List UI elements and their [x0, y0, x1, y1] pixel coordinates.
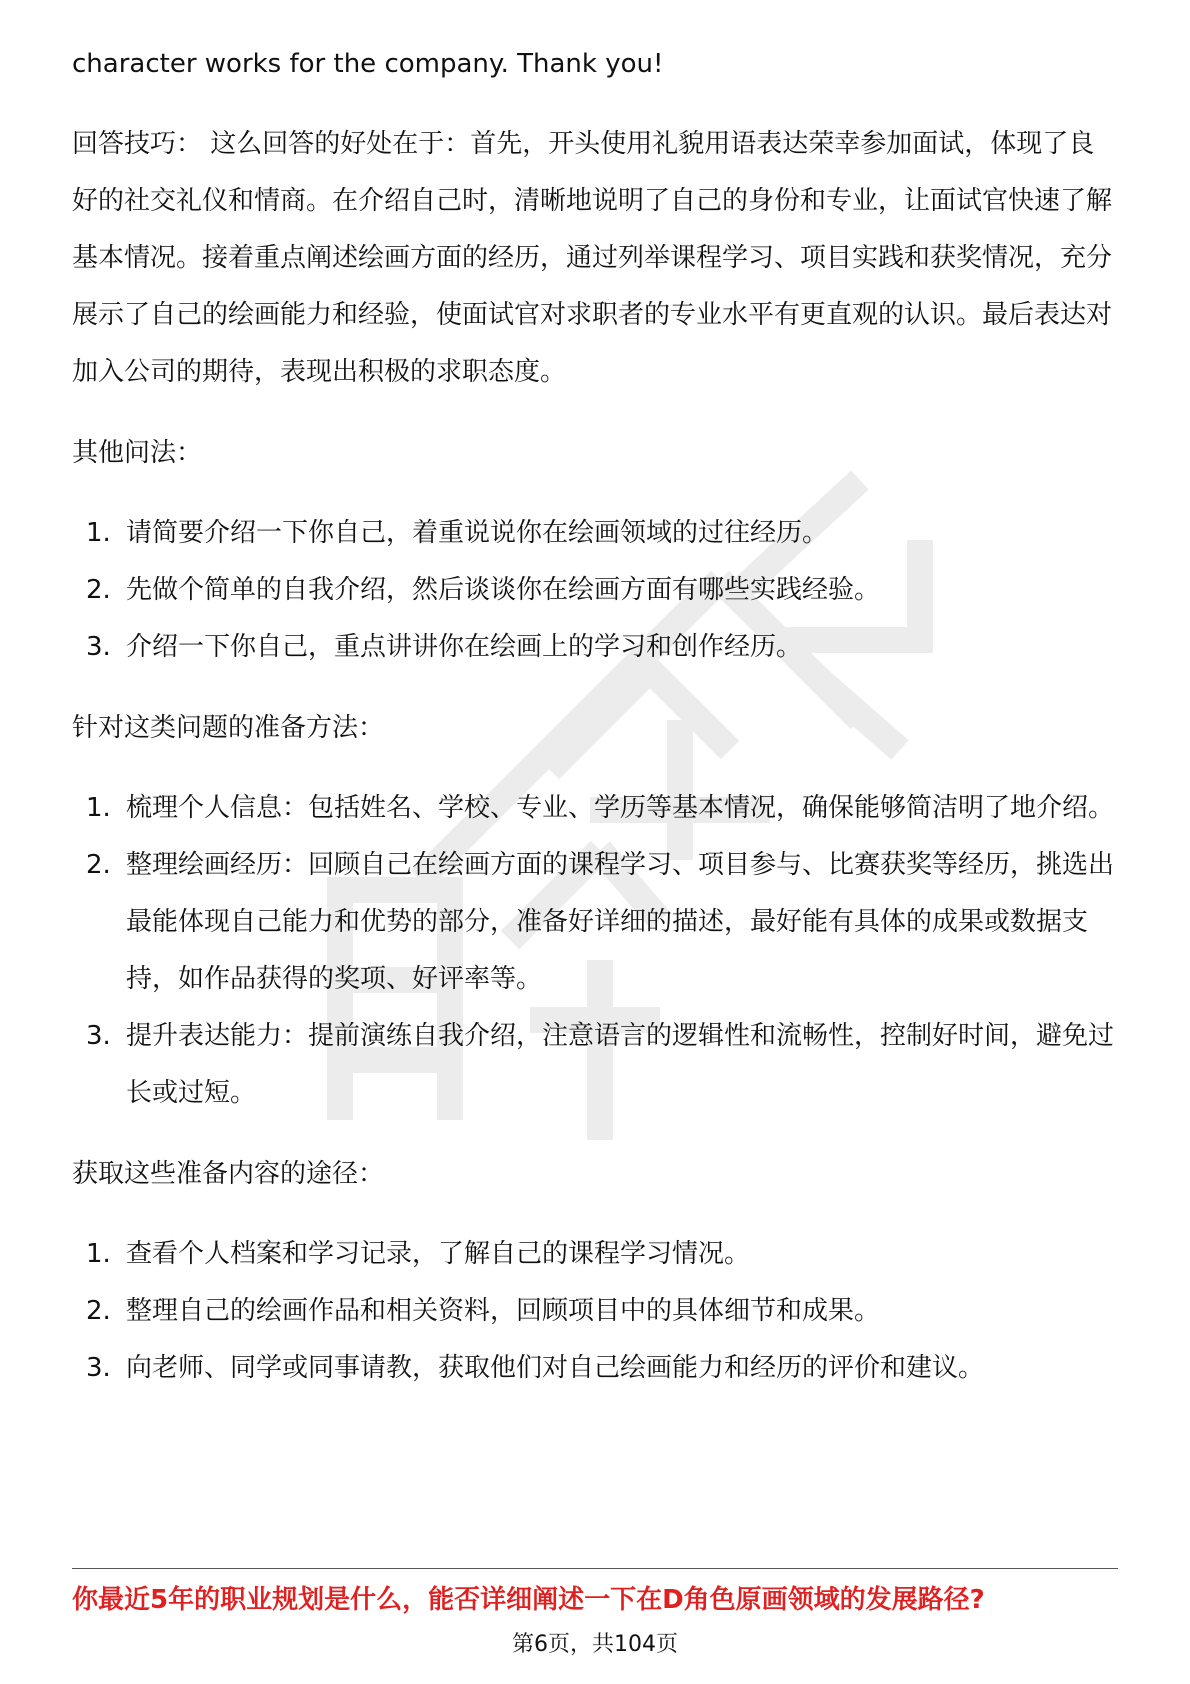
sources-list [72, 1226, 1118, 1397]
list-item: 3. 介绍一下你自己，重点讲讲你在绘画上的学习和创作经历。 [86, 632, 803, 662]
list-item: 1. 请简要介绍一下你自己，着重说说你在绘画领域的过往经历。 [86, 518, 829, 548]
other-questions-list [72, 505, 1118, 676]
list-item: 2. 先做个简单的自我介绍，然后谈谈你在绘画方面有哪些实践经验。 [86, 575, 881, 605]
other-questions-heading: 其他问法： [72, 438, 203, 468]
document-body [72, 0, 1118, 1397]
intro-tail: character works for the company. Thank you! [72, 49, 664, 79]
preparation-heading: 针对这类问题的准备方法： [72, 713, 385, 743]
preparation-list [72, 780, 1118, 1122]
page-number: 第6页，共104页 [512, 1632, 678, 1657]
list-item: 2. 整理自己的绘画作品和相关资料，回顾项目中的具体细节和成果。 [86, 1296, 881, 1326]
list-item: 1. 查看个人档案和学习记录，了解自己的课程学习情况。 [86, 1239, 751, 1269]
divider [72, 1568, 1118, 1569]
tip-paragraph: 回答技巧： 这么回答的好处在于：首先，开头使用礼貌用语表达荣幸参加面试，体现了良好的社交礼仪和情商。在介绍自己时，清晰地说明了自己的身份和专业，让面试官快速了解基本情况。接着重点阐述绘画方面的经历，通过列举课程学习、项目实践和获奖情况，充分展示了自己的绘画能力和经验，使面试官对求职者的专业水平有更直观的认识。最后表达对加入公司的期待，表现出积极的求职态度。 [72, 129, 1113, 387]
list-item: 3. 提升表达能力：提前演练自我介绍，注意语言的逻辑性和流畅性，控制好时间，避免过长或过短。 [86, 1021, 1115, 1108]
next-question-link[interactable]: 你最近5年的职业规划是什么，能否详细阐述一下在D角色原画领域的发展路径? [72, 1585, 985, 1615]
list-item: 1. 梳理个人信息：包括姓名、学校、专业、学历等基本情况，确保能够简洁明了地介绍。 [86, 793, 1115, 823]
sources-heading: 获取这些准备内容的途径： [72, 1159, 385, 1189]
list-item: 3. 向老师、同学或同事请教，获取他们对自己绘画能力和经历的评价和建议。 [86, 1353, 985, 1383]
list-item: 2. 整理绘画经历：回顾自己在绘画方面的课程学习、项目参与、比赛获奖等经历，挑选出最能体现自己能力和优势的部分，准备好详细的描述，最好能有具体的成果或数据支持，如作品获得的奖项、好评率等。 [86, 850, 1115, 994]
